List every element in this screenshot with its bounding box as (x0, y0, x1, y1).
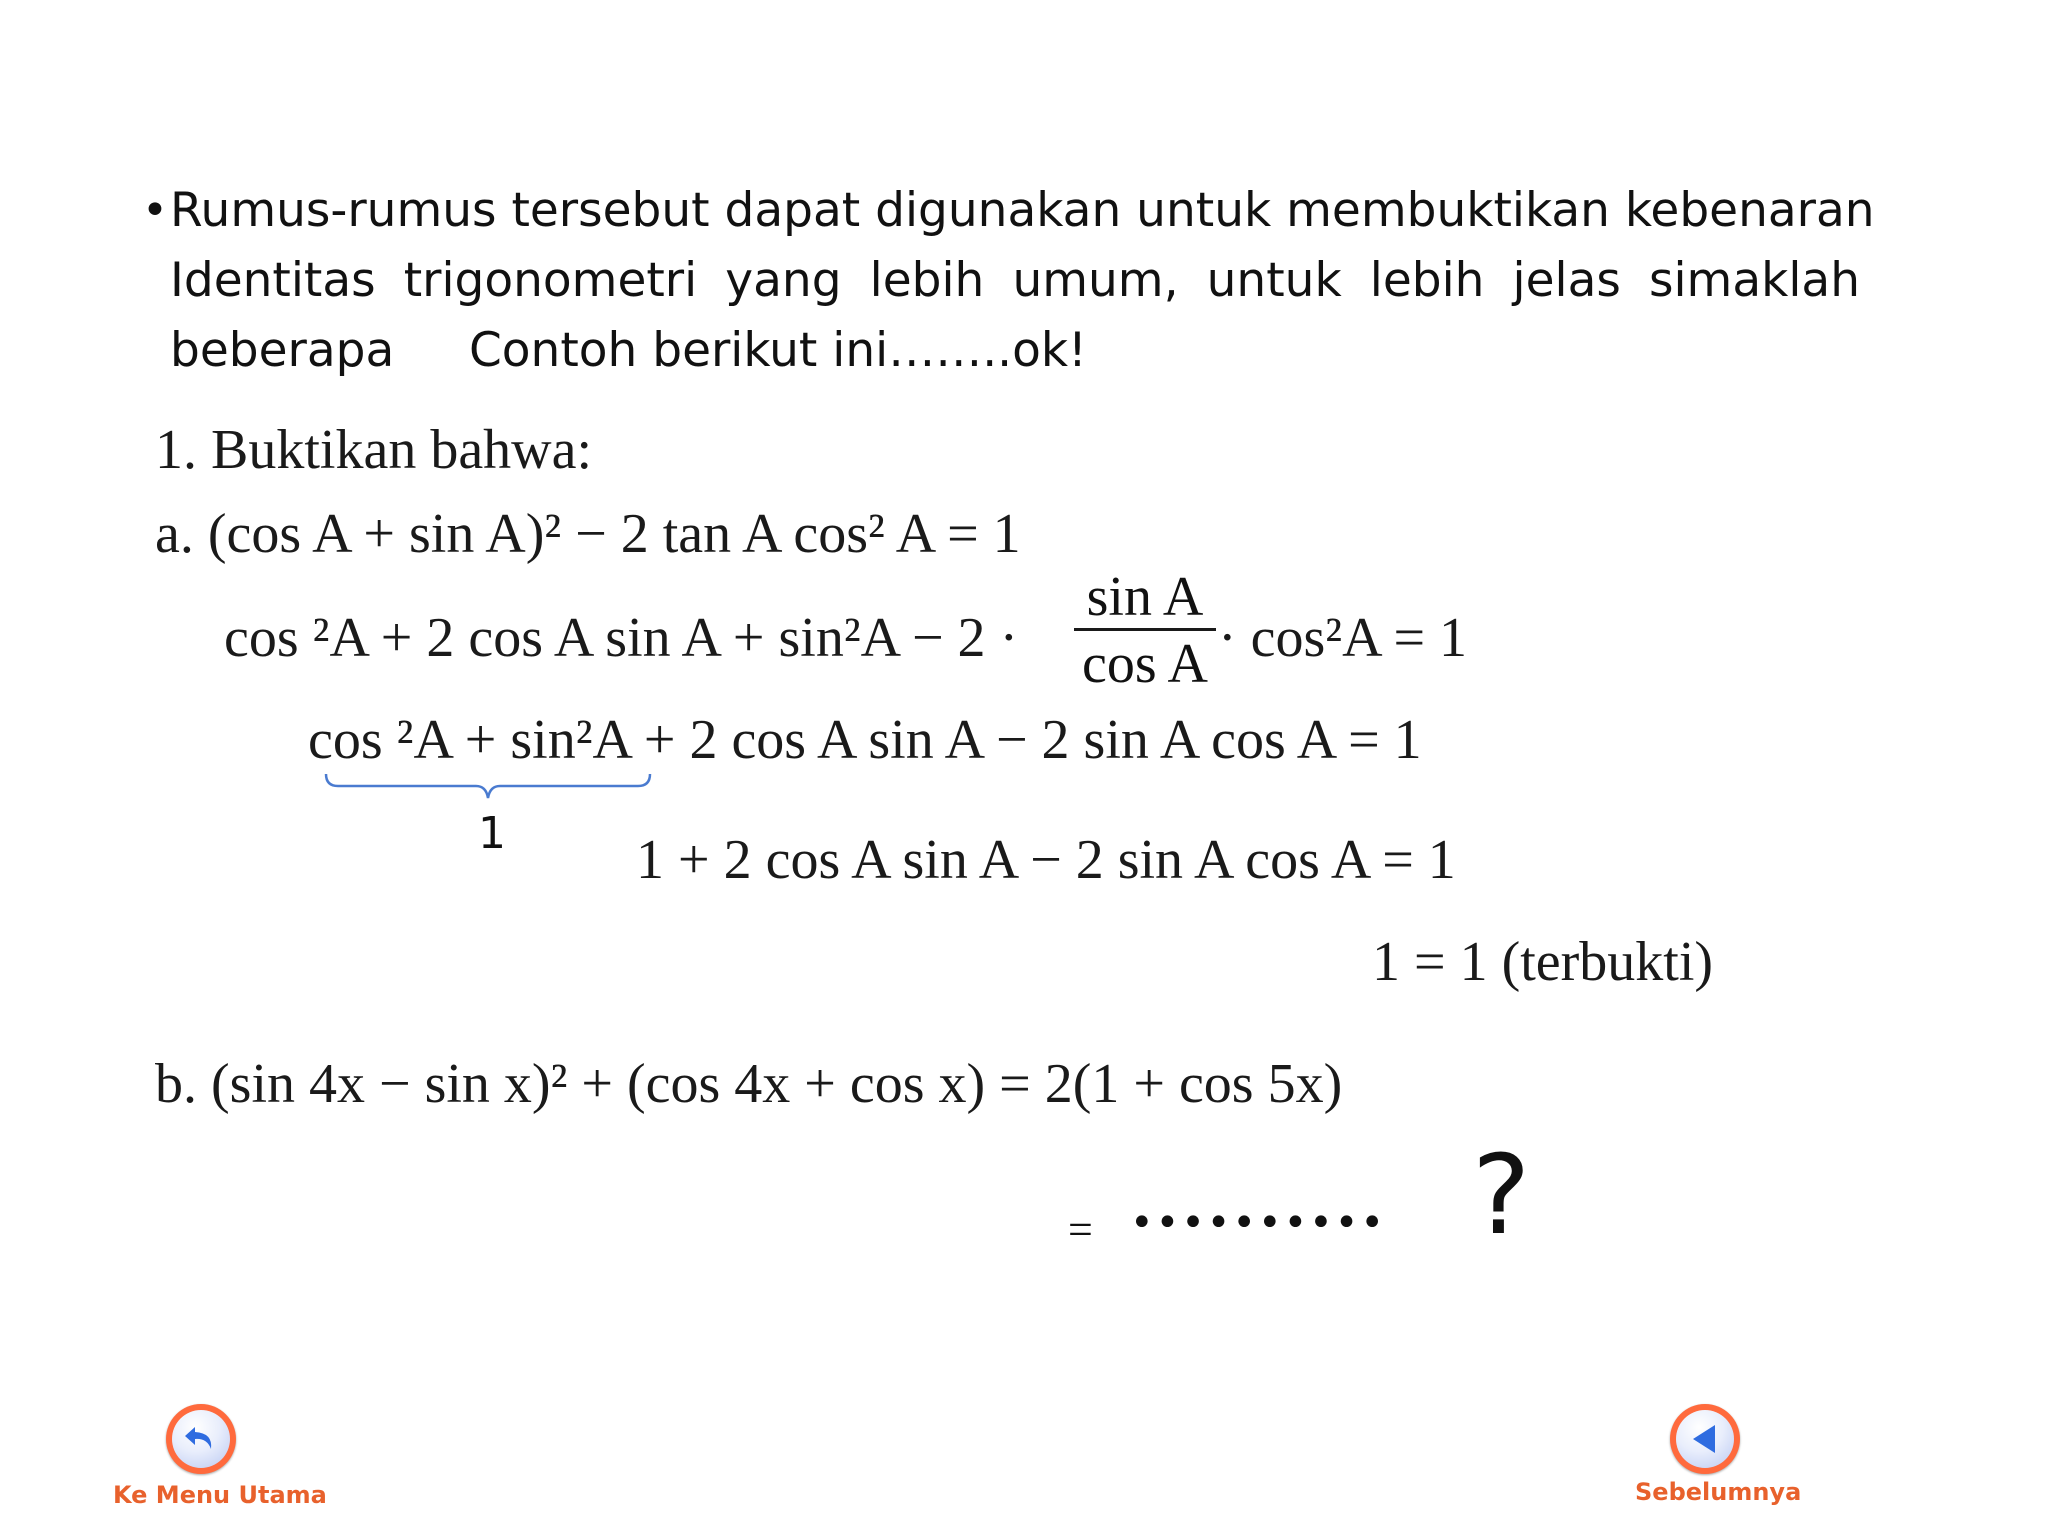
return-arrow-icon (181, 1419, 221, 1459)
previous-button[interactable] (1670, 1404, 1740, 1474)
proof-step-1-fraction (1074, 566, 1216, 697)
answer-equals: = (1068, 1205, 1093, 1254)
intro-line-2: Identitas trigonometri yang lebih umum, untuk lebih jelas simaklah (170, 253, 1860, 308)
answer-dots: •••••••••• (1130, 1200, 1386, 1246)
problem-a-statement: a. (cos A + sin A)² − 2 tan A cos² A = 1 (155, 503, 1021, 565)
play-back-icon (1685, 1419, 1725, 1459)
intro-line-3: beberapa Contoh berikut ini……..ok! (170, 323, 1087, 378)
fraction-denominator: cos A (1082, 633, 1208, 695)
menu-utama-button[interactable] (166, 1404, 236, 1474)
brace-label: 1 (478, 808, 506, 859)
fraction-numerator: sin A (1086, 566, 1204, 628)
question-mark: ? (1472, 1131, 1531, 1259)
proof-step-1-left: cos ²A + 2 cos A sin A + sin²A − 2 · (224, 607, 1019, 669)
underbrace-icon (318, 772, 658, 812)
bullet-marker: • (142, 185, 168, 236)
problem-b-statement: b. (sin 4x − sin x)² + (cos 4x + cos x) = 2(1 + cos 5x) (155, 1053, 1343, 1115)
proof-step-1-right: · cos²A = 1 (1218, 607, 1468, 669)
intro-line-1: Rumus-rumus tersebut dapat digunakan untuk membuktikan kebenaran (170, 183, 1875, 238)
proof-step-3: 1 + 2 cos A sin A − 2 sin A cos A = 1 (636, 829, 1456, 891)
previous-label[interactable]: Sebelumnya (1635, 1478, 1802, 1506)
proof-step-2: cos ²A + sin²A + 2 cos A sin A − 2 sin A cos A = 1 (308, 709, 1422, 771)
menu-utama-label[interactable]: Ke Menu Utama (113, 1481, 327, 1509)
problem-heading: 1. Buktikan bahwa: (155, 419, 593, 481)
proof-conclusion: 1 = 1 (terbukti) (1372, 931, 1714, 993)
